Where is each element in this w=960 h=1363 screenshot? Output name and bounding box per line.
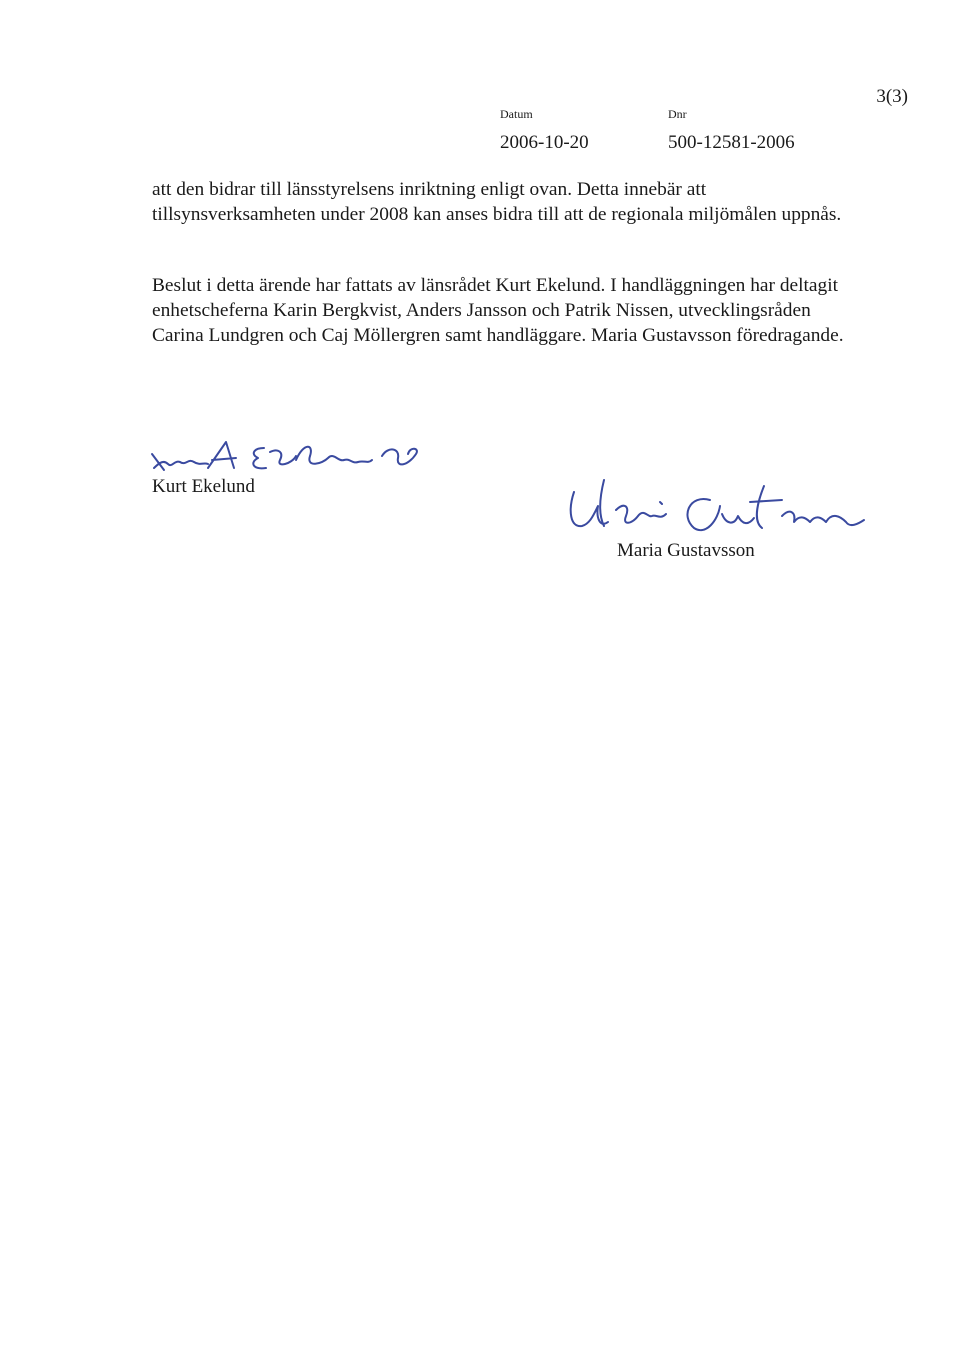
paragraph-2-line: enhetscheferna Karin Bergkvist, Anders Jansson och Patrik Nissen, utvecklingsråden bbox=[152, 300, 811, 321]
paragraph-1-line: att den bidrar till länsstyrelsens inriktning enligt ovan. Detta innebär att bbox=[152, 179, 707, 200]
date-label: Datum bbox=[500, 107, 533, 121]
signer-name-kurt-ekelund: Kurt Ekelund bbox=[152, 476, 255, 497]
reference-label: Dnr bbox=[668, 107, 687, 121]
paragraph-1 bbox=[152, 177, 872, 227]
reference-value: 500-12581-2006 bbox=[668, 132, 795, 153]
paragraph-2-line: Carina Lundgren och Caj Möllergren samt handläggare. Maria Gustavsson föredragande. bbox=[152, 325, 844, 346]
paragraph-2 bbox=[152, 273, 872, 348]
signature-maria-gustavsson bbox=[560, 466, 880, 546]
paragraph-1-line: tillsynsverksamheten under 2008 kan anses bidra till att de regionala miljömålen uppnås. bbox=[152, 204, 842, 225]
paragraph-2-line: Beslut i detta ärende har fattats av länsrådet Kurt Ekelund. I handläggningen har deltagit bbox=[152, 275, 838, 296]
signer-name-maria-gustavsson: Maria Gustavsson bbox=[617, 540, 755, 561]
date-value: 2006-10-20 bbox=[500, 132, 589, 153]
page-number: 3(3) bbox=[876, 86, 908, 107]
